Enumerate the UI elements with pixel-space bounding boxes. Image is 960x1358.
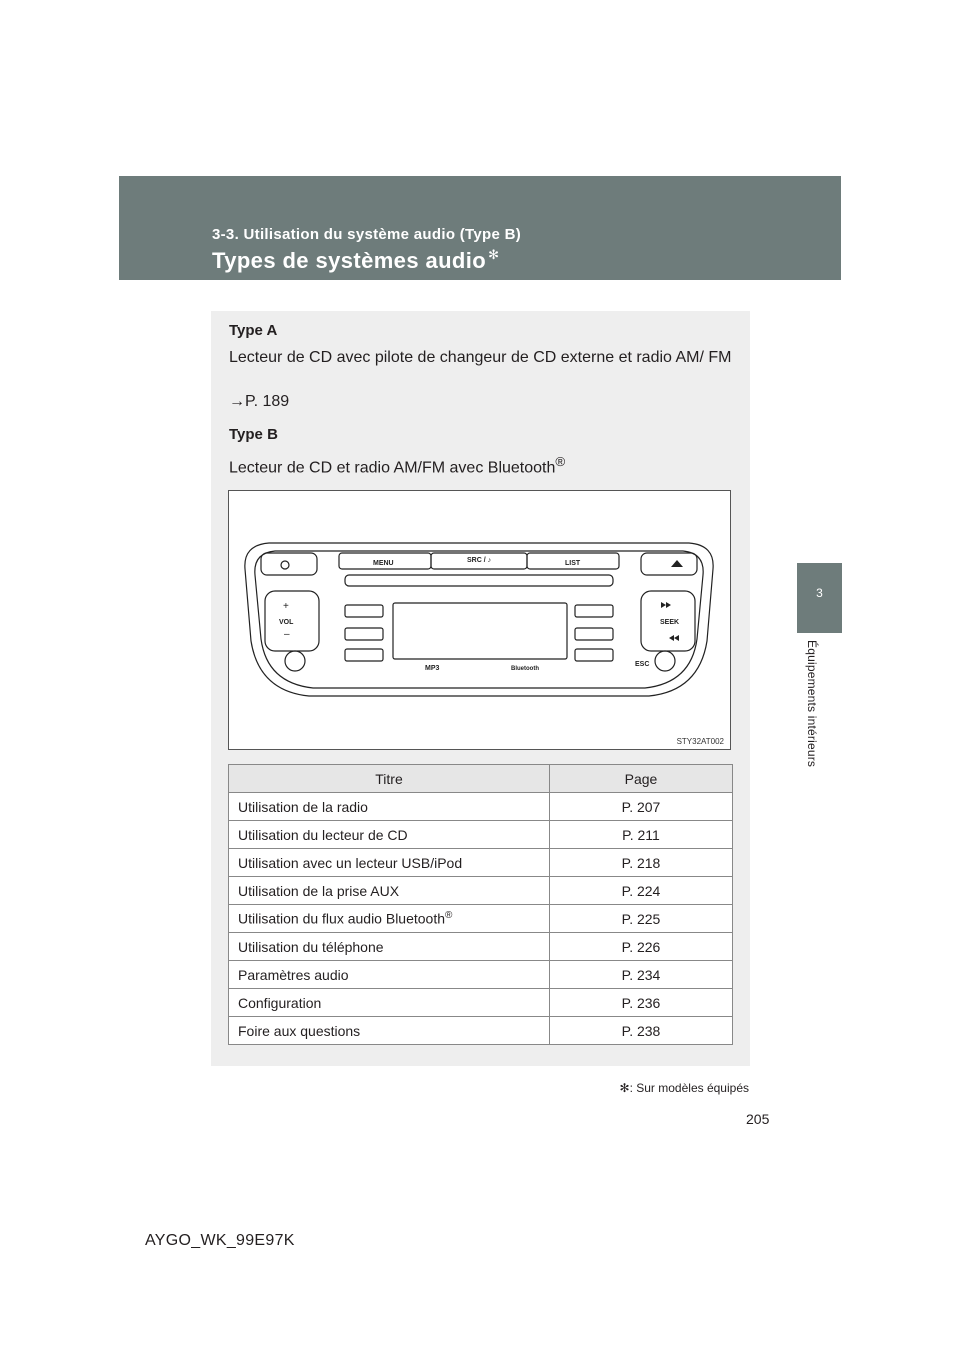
table-row [229, 989, 733, 1017]
cd-slot [345, 575, 613, 586]
aux-jack [285, 651, 305, 671]
asterisk-mark: ✻ [488, 247, 500, 262]
type-a-ref[interactable]: →P. 189 [229, 393, 290, 410]
footnote: ✻: Sur modèles équipés [619, 1081, 749, 1095]
preset-button-2 [345, 628, 383, 640]
row-page[interactable]: P. 226 [550, 933, 733, 961]
document-code: AYGO_WK_99E97K [145, 1232, 295, 1249]
audio-unit-illustration [229, 491, 730, 749]
row-title-text: Utilisation du flux audio Bluetooth [238, 910, 446, 927]
table-row [229, 849, 733, 877]
type-a-title: Type A [229, 322, 278, 339]
eject-button [641, 553, 697, 575]
row-title [229, 905, 550, 933]
list-label: LIST [565, 560, 581, 567]
row-title: Utilisation de la radio [229, 793, 550, 821]
fast-forward-icon [661, 602, 671, 608]
section-label: 3-3. Utilisation du système audio (Type B) [212, 226, 522, 243]
type-b-title: Type B [229, 426, 278, 443]
table-header-row [229, 765, 733, 793]
vol-plus-label: + [283, 601, 289, 612]
table-row [229, 905, 733, 933]
chapter-tab: 3 [797, 563, 842, 633]
esc-label: ESC [635, 661, 650, 668]
src-label: SRC / ♪ [467, 557, 492, 564]
type-b-text [229, 451, 739, 479]
page-title-text: Types de systèmes audio [212, 248, 487, 273]
registered-mark: ® [555, 454, 566, 469]
table-row [229, 877, 733, 905]
usb-port [655, 651, 675, 671]
preset-button-1 [345, 605, 383, 617]
table-row [229, 821, 733, 849]
chapter-label: Équipements intérieurs [805, 640, 819, 768]
seek-label: SEEK [660, 619, 680, 626]
preset-button-5 [575, 628, 613, 640]
audio-unit-figure [228, 490, 731, 750]
row-page[interactable]: P. 238 [550, 1017, 733, 1045]
registered-mark: ® [445, 910, 453, 922]
reference-table [228, 764, 733, 1045]
display-screen [393, 603, 567, 659]
row-page[interactable]: P. 225 [550, 905, 733, 933]
vol-label: VOL [279, 619, 294, 626]
row-page[interactable]: P. 207 [550, 793, 733, 821]
type-b-text-main: Lecteur de CD et radio AM/FM avec Bluetooth [229, 459, 556, 477]
row-page[interactable]: P. 224 [550, 877, 733, 905]
power-icon [281, 561, 289, 569]
row-title: Configuration [229, 989, 550, 1017]
bluetooth-label: Bluetooth [511, 666, 539, 672]
vol-minus-label: – [284, 629, 290, 640]
row-page[interactable]: P. 218 [550, 849, 733, 877]
row-title: Foire aux questions [229, 1017, 550, 1045]
eject-icon [671, 560, 683, 567]
row-page[interactable]: P. 211 [550, 821, 733, 849]
row-title: Utilisation du lecteur de CD [229, 821, 550, 849]
faceplate-outline [245, 543, 713, 696]
page-title [212, 248, 499, 274]
row-page[interactable]: P. 236 [550, 989, 733, 1017]
preset-button-6 [575, 649, 613, 661]
figure-code: STY32AT002 [676, 737, 724, 746]
preset-button-4 [575, 605, 613, 617]
row-title: Utilisation du téléphone [229, 933, 550, 961]
rewind-icon [669, 635, 679, 641]
header-page: Page [550, 765, 733, 793]
type-a-text: Lecteur de CD avec pilote de changeur de CD externe et radio AM/ FM [229, 349, 732, 366]
page-number: 205 [746, 1111, 770, 1127]
row-title: Utilisation avec un lecteur USB/iPod [229, 849, 550, 877]
preset-button-3 [345, 649, 383, 661]
row-title: Utilisation de la prise AUX [229, 877, 550, 905]
row-title: Paramètres audio [229, 961, 550, 989]
table-row [229, 961, 733, 989]
mp3-label: MP3 [425, 665, 440, 672]
table-row [229, 933, 733, 961]
header-title: Titre [229, 765, 550, 793]
menu-label: MENU [373, 560, 394, 567]
row-page[interactable]: P. 234 [550, 961, 733, 989]
table-row [229, 793, 733, 821]
table-row [229, 1017, 733, 1045]
